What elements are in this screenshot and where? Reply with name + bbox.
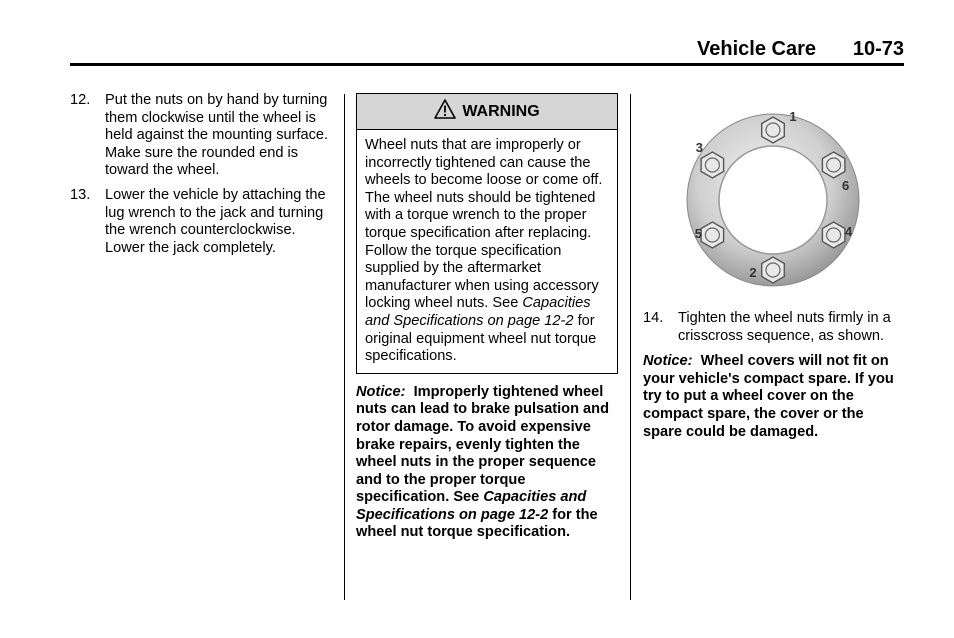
- lug-nut: [762, 257, 785, 283]
- page-number: 10-73: [852, 38, 904, 60]
- sequence-label: 6: [842, 178, 850, 193]
- header-rule: [70, 63, 904, 66]
- notice-label: Notice:: [643, 353, 693, 370]
- sequence-label: 3: [695, 140, 703, 155]
- lug-nut: [701, 152, 724, 178]
- notice-brake: [356, 384, 618, 542]
- column-divider: [344, 94, 345, 600]
- warning-header: [357, 94, 617, 130]
- warning-title: WARNING: [462, 102, 540, 120]
- lug-nut: [762, 117, 785, 143]
- sequence-label: 1: [789, 109, 797, 124]
- step-14: [643, 310, 905, 345]
- warning-triangle-icon: [434, 99, 462, 124]
- column-middle: [356, 92, 618, 542]
- warning-text: Wheel nuts that are improperly or incorrectly tightened can cause the wheels to become loose or come off. The wheel nuts should be tightened with a torque wrench to the proper torque specification after replacing. Follow the torque specification supplied by the aftermarket manufacturer when using accessory locking wheel nuts. See: [365, 137, 603, 312]
- step-13: [70, 187, 332, 257]
- column-divider: [630, 94, 631, 600]
- page-header: [70, 38, 904, 64]
- step-text: Tighten the wheel nuts firmly in a crisscross sequence, as shown.: [678, 310, 891, 344]
- column-left: [70, 92, 332, 264]
- step-text: Lower the vehicle by attaching the lug wrench to the jack and turning the wrench counterclockwise. Lower the jack completely.: [105, 186, 326, 256]
- lug-nut: [822, 152, 845, 178]
- notice-label: Notice:: [356, 383, 406, 400]
- step-number: 13.: [70, 186, 91, 203]
- sequence-label: 5: [694, 226, 702, 241]
- sequence-label: 2: [749, 265, 757, 280]
- warning-text-end: for original equipment wheel nut torque specifications.: [365, 312, 597, 365]
- step-number: 12.: [70, 92, 91, 108]
- warning-body: [357, 130, 617, 373]
- step-number: 14.: [643, 310, 664, 326]
- lug-nut: [822, 222, 845, 248]
- section-title: Vehicle Care: [697, 38, 816, 60]
- step-text: Put the nuts on by hand by turning them clockwise until the wheel is held against the mounting surface. Make sure the rounded end is toward the wheel.: [105, 92, 329, 179]
- notice-text: Wheel covers will not fit on your vehicle's compact spare. If you try to put a wheel cover on the compact spare, the cover or the spare could be damaged.: [643, 353, 894, 440]
- warning-box: [356, 93, 618, 374]
- sequence-label: 4: [845, 224, 853, 239]
- warning-reference: Capacities and Specifications on page 12-2: [365, 295, 591, 329]
- notice-text-end: for the wheel nut torque specification.: [356, 506, 598, 541]
- notice-text: Improperly tightened wheel nuts can lead to brake pulsation and rotor damage. To avoid expensive brake repairs, evenly tighten the wheel nuts in the proper sequence and to the proper torque specification. See: [356, 383, 610, 506]
- notice-reference: Capacities and Specifications on page 12-2: [356, 489, 587, 523]
- column-right: [643, 92, 905, 441]
- step-12: [70, 92, 332, 180]
- lug-nut: [701, 222, 724, 248]
- wheel-nut-sequence-figure: [683, 100, 863, 298]
- notice-wheel-cover: [643, 353, 905, 441]
